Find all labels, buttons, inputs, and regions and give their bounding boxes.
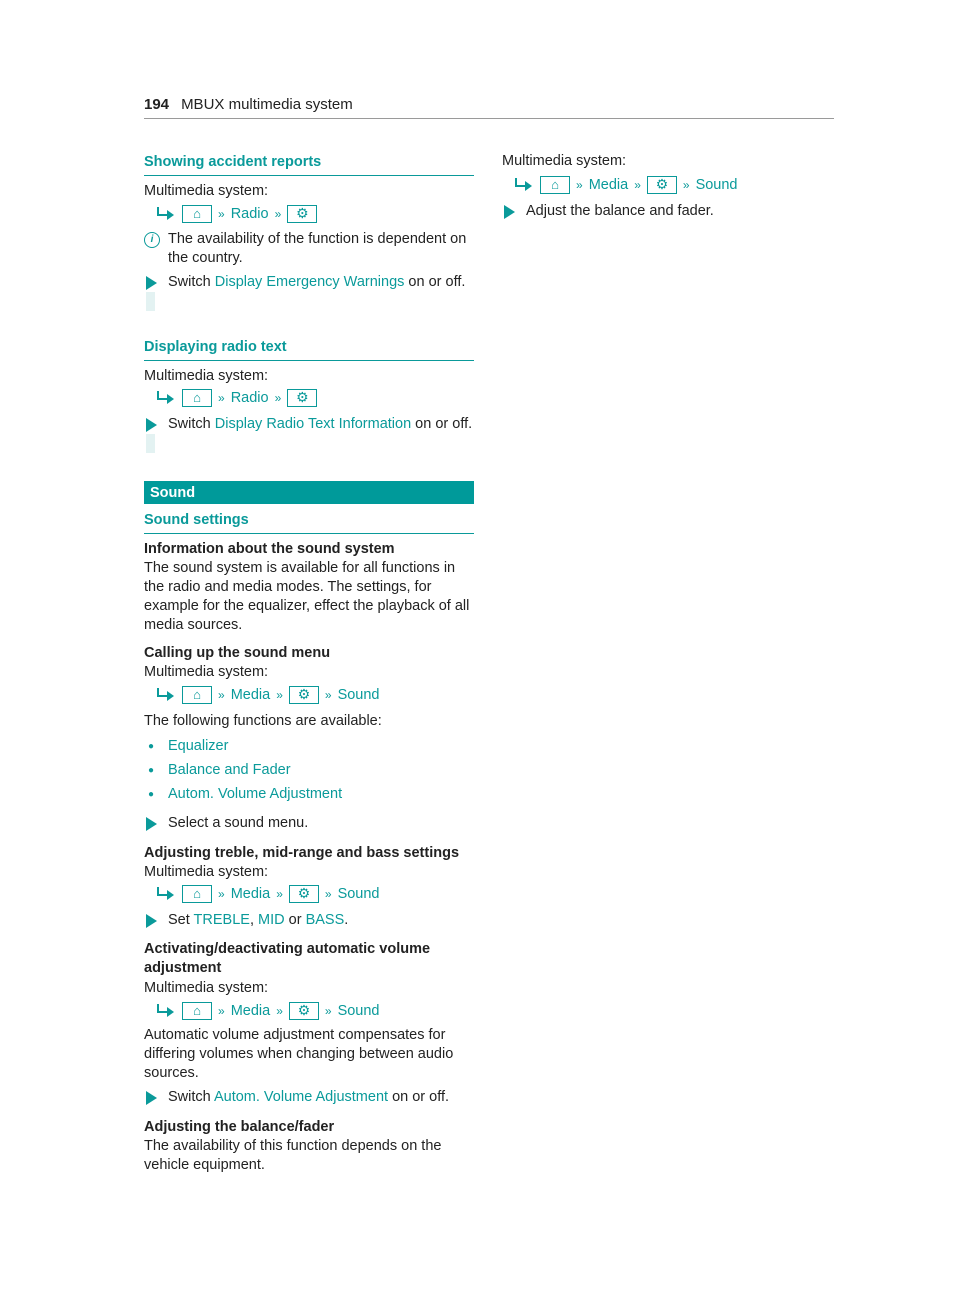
chevron-double-icon: » bbox=[218, 1003, 221, 1018]
info-icon: i bbox=[144, 232, 160, 248]
step-marker bbox=[144, 1088, 158, 1110]
left-column bbox=[144, 0, 474, 1302]
comma: , bbox=[249, 912, 254, 928]
chevron-double-icon: » bbox=[324, 687, 328, 702]
chevron-double-icon: » bbox=[218, 206, 221, 221]
nav-path bbox=[144, 204, 474, 224]
subheading-automatic-volume: Activating/deactivating automatic volume adjustment bbox=[144, 941, 431, 976]
arrow-hook-icon bbox=[154, 391, 176, 405]
bullet-icon: ● bbox=[148, 764, 155, 776]
step bbox=[502, 202, 832, 224]
paragraph-automatic-volume: Automatic volume adjustment compensates for differing volumes when changing between audio sources. bbox=[144, 1027, 454, 1081]
step bbox=[144, 273, 474, 311]
section-title-accident-reports: Showing accident reports bbox=[144, 153, 474, 176]
function-equalizer: Equalizer bbox=[168, 737, 229, 754]
gear-icon: ⚙ bbox=[289, 686, 319, 704]
note-text: The availability of the function is dependent on the country. bbox=[168, 231, 467, 266]
chevron-double-icon: » bbox=[276, 687, 279, 702]
chevron-double-icon: » bbox=[218, 687, 221, 702]
step-verb: Switch bbox=[168, 1089, 211, 1105]
step-suffix: on or off. bbox=[392, 1089, 450, 1105]
nav-path bbox=[502, 175, 832, 195]
nav-sound: Sound bbox=[695, 176, 738, 193]
nav-media: Media bbox=[230, 1002, 271, 1019]
list-item bbox=[144, 734, 474, 758]
subheading-info-sound-system: Information about the sound system bbox=[144, 541, 395, 557]
play-icon bbox=[146, 418, 157, 432]
function-autom-volume: Autom. Volume Adjustment bbox=[168, 785, 343, 802]
arrow-hook-icon bbox=[154, 207, 176, 221]
setting-display-emergency-warnings: Display Emergency Warnings bbox=[214, 274, 405, 290]
chevron-double-icon: » bbox=[324, 886, 328, 901]
step-text bbox=[158, 1088, 449, 1110]
step-text bbox=[158, 273, 465, 311]
nav-intro: Multimedia system: bbox=[144, 183, 269, 199]
section-title-sound-settings: Sound settings bbox=[144, 511, 474, 534]
step bbox=[144, 415, 474, 453]
nav-path bbox=[144, 685, 474, 705]
paragraph-balance-fader: The availability of this function depends on the vehicle equipment. bbox=[144, 1138, 442, 1173]
nav-media: Media bbox=[230, 686, 271, 703]
section-title-radio-text: Displaying radio text bbox=[144, 338, 474, 361]
step-suffix: on or off. bbox=[415, 416, 473, 432]
chevron-double-icon: » bbox=[576, 177, 579, 192]
bullet-icon: ● bbox=[148, 740, 155, 752]
step-suffix: on or off. bbox=[408, 274, 466, 290]
nav-path bbox=[144, 388, 474, 408]
arrow-hook-icon bbox=[154, 1004, 176, 1018]
nav-intro: Multimedia system: bbox=[144, 864, 269, 880]
step-verb: Switch bbox=[168, 274, 211, 290]
nav-radio: Radio bbox=[230, 205, 269, 222]
setting-mid: MID bbox=[258, 912, 285, 928]
step-marker bbox=[502, 202, 516, 224]
chevron-double-icon: » bbox=[276, 1003, 279, 1018]
home-icon: ⌂ bbox=[540, 176, 570, 194]
home-icon: ⌂ bbox=[182, 1002, 212, 1020]
nav-path bbox=[144, 1001, 474, 1021]
nav-sound: Sound bbox=[337, 885, 380, 902]
gear-icon: ⚙ bbox=[289, 885, 319, 903]
setting-treble: TREBLE bbox=[193, 912, 250, 928]
nav-intro: Multimedia system: bbox=[502, 153, 627, 169]
chevron-double-icon: » bbox=[218, 886, 221, 901]
nav-sound: Sound bbox=[337, 1002, 380, 1019]
period: . bbox=[344, 912, 349, 928]
step-text: Select a sound menu. bbox=[168, 815, 309, 831]
step-marker bbox=[144, 415, 158, 453]
play-icon bbox=[504, 205, 515, 219]
nav-media: Media bbox=[588, 176, 629, 193]
nav-sound: Sound bbox=[337, 686, 380, 703]
or-text: or bbox=[288, 912, 302, 928]
right-column bbox=[502, 0, 832, 400]
home-icon: ⌂ bbox=[182, 205, 212, 223]
bullet-icon: ● bbox=[148, 788, 155, 800]
note bbox=[144, 230, 474, 268]
step bbox=[144, 814, 474, 836]
setting-display-radio-text: Display Radio Text Information bbox=[214, 416, 412, 432]
step-marker bbox=[144, 273, 158, 311]
step-text bbox=[158, 415, 472, 453]
nav-intro: Multimedia system: bbox=[144, 664, 269, 680]
home-icon: ⌂ bbox=[182, 389, 212, 407]
step bbox=[144, 911, 474, 933]
chevron-double-icon: » bbox=[634, 177, 637, 192]
subheading-treble-mid-bass: Adjusting treble, mid-range and bass settings bbox=[144, 845, 460, 861]
arrow-hook-icon bbox=[154, 688, 176, 702]
home-icon: ⌂ bbox=[182, 885, 212, 903]
chevron-double-icon: » bbox=[218, 390, 221, 405]
step-verb: Switch bbox=[168, 416, 211, 432]
list-item bbox=[144, 758, 474, 782]
chevron-double-icon: » bbox=[274, 206, 278, 221]
setting-autom-volume: Autom. Volume Adjustment bbox=[213, 1089, 389, 1105]
step bbox=[144, 1088, 474, 1110]
nav-path bbox=[144, 884, 474, 904]
setting-bass: BASS bbox=[305, 912, 345, 928]
chapter-band-sound: Sound bbox=[144, 481, 474, 504]
chevron-double-icon: » bbox=[324, 1003, 328, 1018]
paragraph-info-sound-system: The sound system is available for all functions in the radio and media modes. The settings, for example for the equalizer, effect the playback of all media sources. bbox=[144, 560, 470, 633]
play-icon bbox=[146, 817, 157, 831]
nav-intro: Multimedia system: bbox=[144, 368, 269, 384]
list-item bbox=[144, 782, 474, 806]
arrow-hook-icon bbox=[154, 887, 176, 901]
play-icon bbox=[146, 914, 157, 928]
gear-icon: ⚙ bbox=[287, 205, 317, 223]
subheading-calling-sound-menu: Calling up the sound menu bbox=[144, 645, 331, 661]
function-balance-fader: Balance and Fader bbox=[168, 761, 291, 778]
gear-icon: ⚙ bbox=[287, 389, 317, 407]
arrow-hook-icon bbox=[512, 178, 534, 192]
gear-icon: ⚙ bbox=[289, 1002, 319, 1020]
step-text: Adjust the balance and fader. bbox=[526, 203, 714, 219]
functions-intro: The following functions are available: bbox=[144, 713, 382, 729]
step-text bbox=[158, 911, 348, 933]
page-number: 194 bbox=[144, 96, 170, 113]
chevron-double-icon: » bbox=[682, 177, 686, 192]
nav-media: Media bbox=[230, 885, 271, 902]
chevron-double-icon: » bbox=[276, 886, 279, 901]
play-icon bbox=[146, 276, 157, 290]
nav-radio: Radio bbox=[230, 389, 269, 406]
gear-icon: ⚙ bbox=[647, 176, 677, 194]
chapter-title: MBUX multimedia system bbox=[181, 96, 353, 113]
home-icon: ⌂ bbox=[182, 686, 212, 704]
subheading-balance-fader: Adjusting the balance/fader bbox=[144, 1119, 335, 1135]
step-marker bbox=[144, 911, 158, 933]
nav-intro: Multimedia system: bbox=[144, 980, 269, 996]
step-marker bbox=[144, 814, 158, 836]
chevron-double-icon: » bbox=[274, 390, 278, 405]
step-verb: Set bbox=[168, 912, 190, 928]
play-icon bbox=[146, 1091, 157, 1105]
